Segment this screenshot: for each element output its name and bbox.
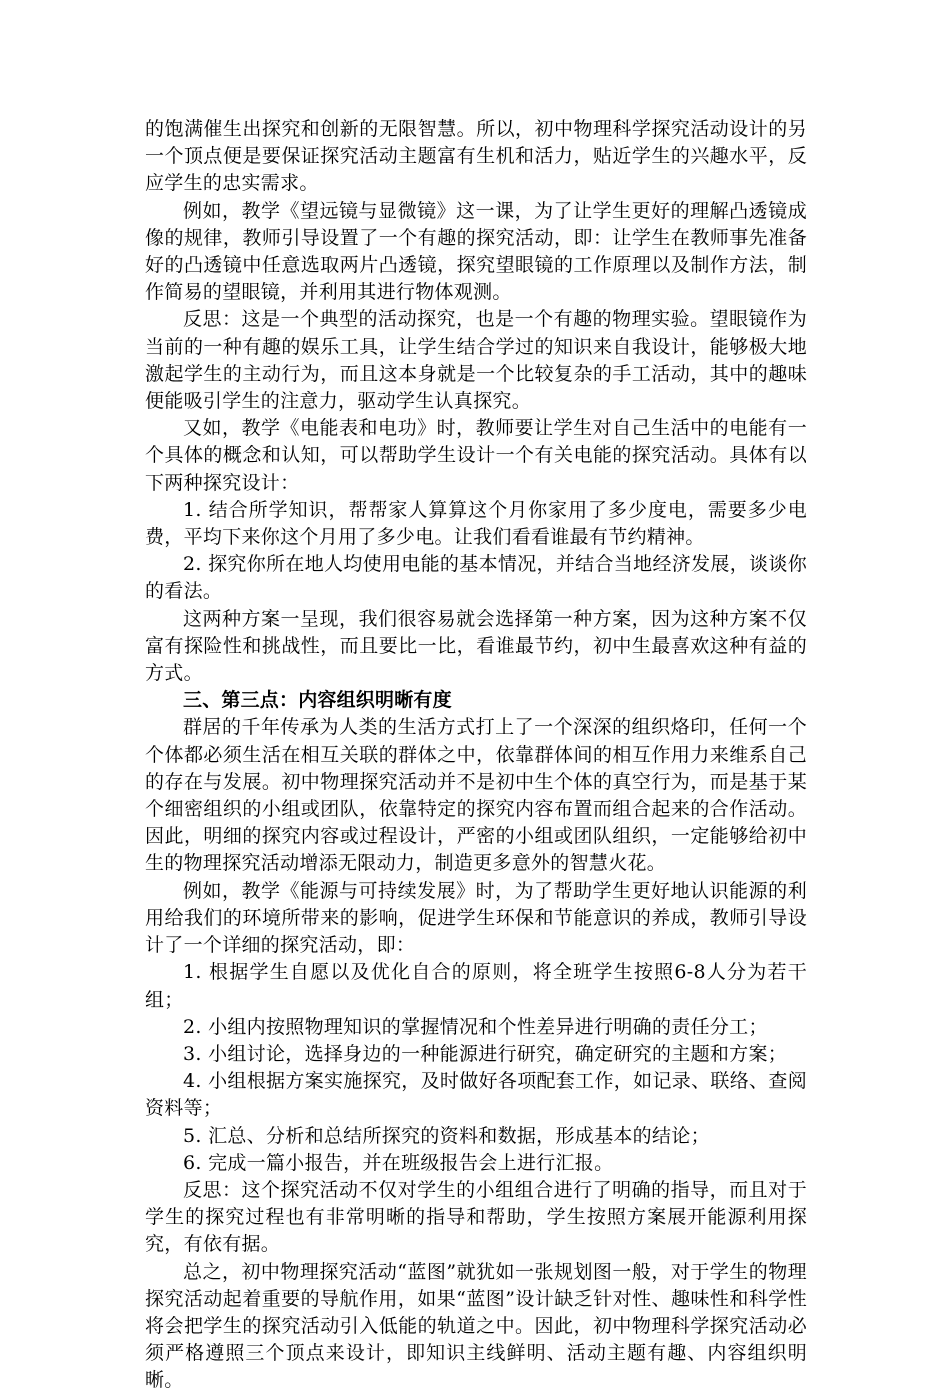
paragraph-conclusion: 总之，初中物理探究活动“蓝图”就犹如一张规划图一般，对于学生的物理探究活动起着重要的导航作用，如果“蓝图”设计缺乏针对性、趣味性和科学性将会把学生的探究活动引入低能的轨道之中。因此，初中物理科学探究活动必须严格遵照三个顶点来设计，即知识主线鲜明、活动主题有趣、内容组织明晰。 — [145, 1260, 807, 1392]
list-item-design-1: 1. 结合所学知识，帮帮家人算算这个月你家用了多少度电，需要多少电费，平均下来你这个月用了多少电。让我们看看谁最有节约精神。 — [145, 498, 807, 549]
paragraph-energy-example: 例如，教学《能源与可持续发展》时，为了帮助学生更好地认识能源的利用给我们的环境所带来的影响，促进学生环保和节能意识的养成，教师引导设计了一个详细的探究活动，即： — [145, 879, 807, 957]
list-item-step-5: 5. 汇总、分析和总结所探究的资料和数据，形成基本的结论； — [183, 1124, 710, 1147]
list-item-design-2: 2. 探究你所在地人均使用电能的基本情况，并结合当地经济发展，谈谈你的看法。 — [145, 553, 807, 603]
document-body — [145, 116, 807, 1395]
section-heading-third-point: 三、第三点：内容组织明晰有度 — [183, 689, 452, 712]
list-item-step-1: 1. 根据学生自愿以及优化自合的原则，将全班学生按照6-8人分为若干组； — [145, 961, 807, 1011]
list-item-step-6: 6. 完成一篇小报告，并在班级报告会上进行汇报。 — [183, 1151, 614, 1174]
paragraph-electric-meter-example: 又如，教学《电能表和电功》时，教师要让学生对自己生活中的电能有一个具体的概念和认知，可以帮助学生设计一个有关电能的探究活动。具体有以下两种探究设计： — [145, 417, 807, 494]
paragraph-reflection-2: 反思：这个探究活动不仅对学生的小组组合进行了明确的指导，而且对于学生的探究过程也有非常明晰的指导和帮助，学生按照方案展开能源利用探究，有依有据。 — [145, 1178, 807, 1256]
list-item-step-4: 4. 小组根据方案实施探究，及时做好各项配套工作，如记录、联络、查阅资料等； — [145, 1070, 807, 1120]
list-item-step-3: 3. 小组讨论，选择身边的一种能源进行研究，确定研究的主题和方案； — [183, 1042, 788, 1065]
paragraph-telescope-example: 例如，教学《望远镜与显微镜》这一课，为了让学生更好的理解凸透镜成像的规律，教师引导设置了一个有趣的探究活动，即：让学生在教师事先准备好的凸透镜中任意选取两片凸透镜，探究望眼镜的工作原理以及制作方法，制作简易的望眼镜，并利用其进行物体观测。 — [145, 199, 807, 304]
paragraph-group-organization: 群居的千年传承为人类的生活方式打上了一个深深的组织烙印，任何一个个体都必须生活在相互关联的群体之中，依靠群体间的相互作用力来维系自己的存在与发展。初中物理探究活动并不是初中生个体的真空行为，而是基于某个细密组织的小组或团队，依靠特定的探究内容布置而组合起来的合作活动。因此，明细的探究内容或过程设计，严密的小组或团队组织，一定能够给初中生的物理探究活动增添无限动力，制造更多意外的智慧火花。 — [145, 716, 807, 875]
paragraph-choice: 这两种方案一呈现，我们很容易就会选择第一种方案，因为这种方案不仅富有探险性和挑战性，而且要比一比，看谁最节约，初中生最喜欢这种有益的方式。 — [145, 607, 807, 685]
list-item-step-2: 2. 小组内按照物理知识的掌握情况和个性差异进行明确的责任分工； — [183, 1015, 768, 1038]
paragraph-continuation: 的饱满催生出探究和创新的无限智慧。所以，初中物理科学探究活动设计的另一个顶点便是要保证探究活动主题富有生机和活力，贴近学生的兴趣水平，反应学生的忠实需求。 — [145, 118, 807, 195]
paragraph-reflection-1: 反思：这是一个典型的活动探究，也是一个有趣的物理实验。望眼镜作为当前的一种有趣的娱乐工具，让学生结合学过的知识来自我设计，能够极大地激起学生的主动行为，而且这本身就是一个比较复杂的手工活动，其中的趣味便能吸引学生的注意力，驱动学生认真探究。 — [145, 308, 807, 413]
